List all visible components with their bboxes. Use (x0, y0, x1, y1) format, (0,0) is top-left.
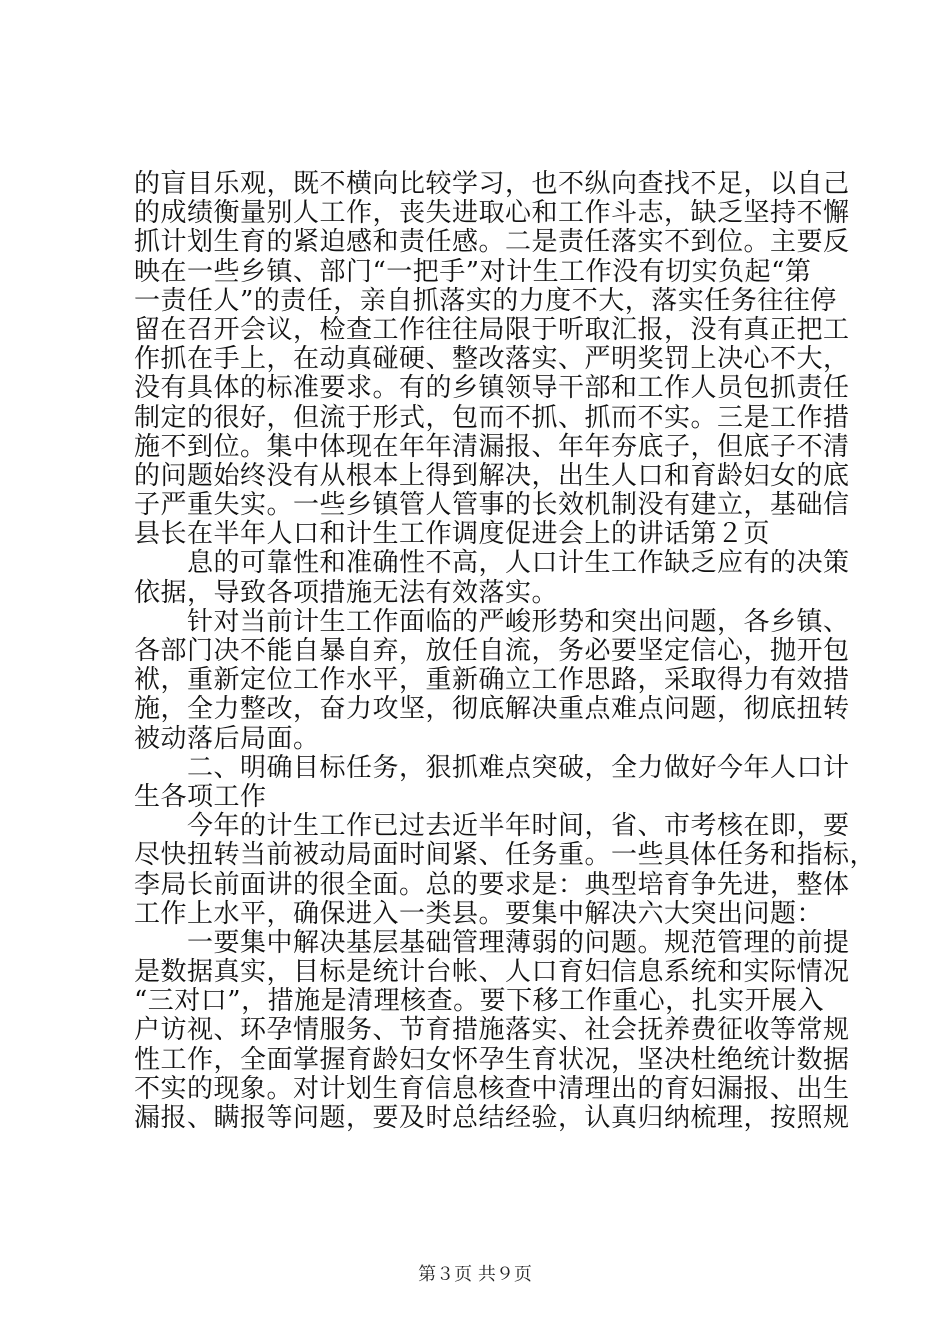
text-line: 息的可靠性和准确性不高，人口计生工作缺乏应有的决策 (134, 548, 850, 579)
text-line: 施不到位。集中体现在年年清漏报、年年夯底子，但底子不清 (134, 431, 850, 462)
text-line: 二、明确目标任务，狠抓难点突破，全力做好今年人口计 (134, 752, 850, 783)
text-line: 户访视、环孕情服务、节育措施落实、社会抚养费征收等常规 (134, 1015, 850, 1046)
text-line: “三对口”，措施是清理核查。要下移工作重心，扎实开展入 (134, 986, 825, 1017)
text-line: 的成绩衡量别人工作，丧失进取心和工作斗志，缺乏坚持不懈 (134, 198, 850, 229)
text-line: 今年的计生工作已过去近半年时间，省、市考核在即，要 (134, 811, 850, 842)
text-line: 各部门决不能自暴自弃，放任自流，务必要坚定信心，抛开包 (134, 636, 850, 666)
body-text (134, 169, 877, 1133)
text-line: 袱，重新定位工作水平，重新确立工作思路，采取得力有效措 (134, 665, 850, 696)
text-line: 制定的很好，但流于形式，包而不抓、抓而不实。三是工作措 (134, 402, 850, 433)
text-line: 是数据真实，目标是统计台帐、人口育妇信息系统和实际情况 (134, 957, 850, 988)
text-line: 依据，导致各项措施无法有效落实。 (134, 577, 559, 608)
text-line: 县长在半年人口和计生工作调度促进会上的讲话第２页 (134, 519, 771, 550)
text-line: 施，全力整改，奋力攻坚，彻底解决重点难点问题，彻底扭转 (134, 694, 850, 725)
text-line: 的问题始终没有从根本上得到解决，出生人口和育龄妇女的底 (134, 460, 850, 491)
text-line: 工作上水平，确保进入一类县。要集中解决六大突出问题： (134, 898, 824, 929)
text-line: 抓计划生育的紧迫感和责任感。二是责任落实不到位。主要反 (134, 227, 850, 258)
text-line: 映在一些乡镇、部门“一把手”对计生工作没有切实负起“第 (134, 256, 812, 287)
text-line: 不实的现象。对计划生育信息核查中清理出的育妇漏报、出生 (134, 1073, 850, 1104)
text-line: 生各项工作 (134, 781, 267, 812)
page-footer: 第３页 共９页 (418, 1264, 532, 1285)
text-line: 漏报、瞒报等问题，要及时总结经验，认真归纳梳理，按照规 (134, 1103, 850, 1133)
text-line: 一要集中解决基层基础管理薄弱的问题。规范管理的前提 (134, 927, 850, 958)
text-line: 针对当前计生工作面临的严峻形势和突出问题，各乡镇、 (134, 606, 850, 637)
text-line: 没有具体的标准要求。有的乡镇领导干部和工作人员包抓责任 (134, 373, 850, 404)
text-line: 的盲目乐观，既不横向比较学习，也不纵向查找不足，以自己 (134, 169, 850, 199)
text-line: 一责任人”的责任，亲自抓落实的力度不大，落实任务往往停 (134, 285, 837, 316)
text-line: 性工作，全面掌握育龄妇女怀孕生育状况，坚决杜绝统计数据 (134, 1044, 850, 1075)
text-line: 子严重失实。一些乡镇管人管事的长效机制没有建立，基础信 (134, 490, 850, 521)
text-line: 留在召开会议，检查工作往往局限于听取汇报，没有真正把工 (134, 314, 850, 345)
text-line: 作抓在手上，在动真碰硬、整改落实、严明奖罚上决心不大， (134, 344, 850, 375)
text-line: 李局长前面讲的很全面。总的要求是：典型培育争先进，整体 (134, 869, 850, 900)
text-line: 尽快扭转当前被动局面时间紧、任务重。一些具体任务和指标， (134, 840, 877, 871)
text-line: 被动落后局面。 (134, 723, 320, 754)
